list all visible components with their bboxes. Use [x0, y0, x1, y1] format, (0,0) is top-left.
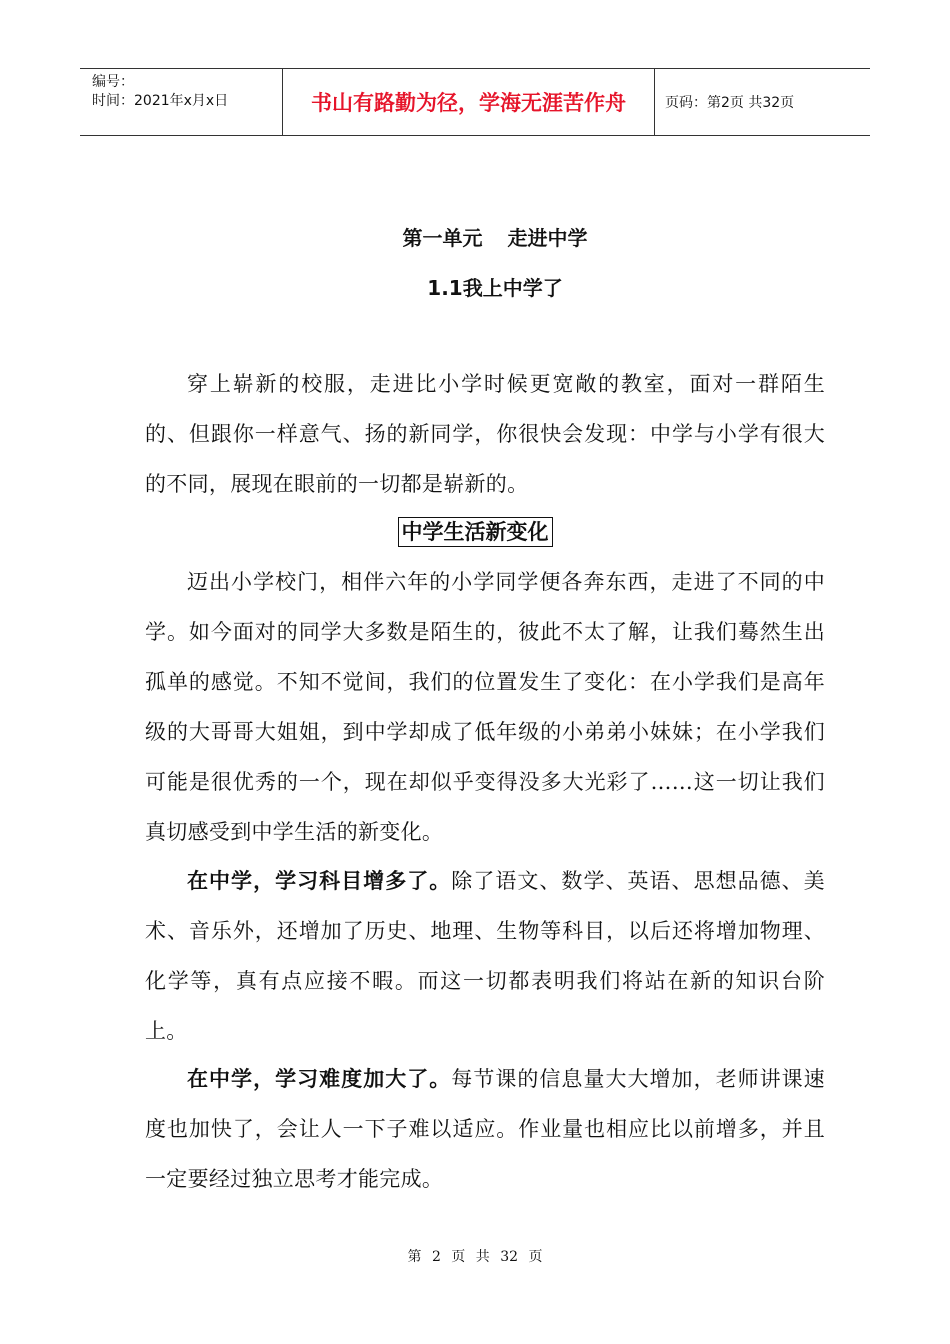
header-code-label: 编号： — [92, 74, 134, 90]
lesson-title: 1.1我上中学了 — [427, 276, 563, 300]
paragraph-subjects — [145, 856, 825, 1056]
header-motto: 书山有路勤为径，学海无涯苦作舟 — [282, 69, 655, 135]
header-meta — [80, 69, 282, 135]
section-heading-wrap — [0, 517, 950, 547]
section-heading: 中学生活新变化 — [398, 517, 553, 547]
paragraph-difficulty-lead: 在中学，学习难度加大了。 — [187, 1067, 452, 1091]
intro-paragraph: 穿上崭新的校服，走进比小学时候更宽敞的教室，面对一群陌生的、但跟你一样意气、扬的新同学，你很快会发现：中学与小学有很大的不同，展现在眼前的一切都是崭新的。 — [145, 372, 825, 496]
page-footer: 第 2 页 共 32 页 — [407, 1249, 543, 1265]
paragraph-difficulty — [145, 1054, 825, 1204]
header-date: 时间：2021年x月x日 — [92, 93, 229, 109]
unit-title: 第一单元 走进中学 — [402, 226, 588, 250]
paragraph-subjects-body: 除了语文、数学、英语、思想品德、美术、音乐外，还增加了历史、地理、生物等科目，以后还将增加物理、化学等，真有点应接不暇。而这一切都表明我们将站在新的知识台阶上。 — [145, 869, 825, 1043]
header-page-info: 页码：第2页 共32页 — [665, 95, 795, 111]
paragraph-subjects-lead: 在中学，学习科目增多了。 — [187, 869, 452, 893]
paragraph-difficulty-body: 每节课的信息量大大增加，老师讲课速度也加快了，会让人一下子难以适应。作业量也相应比以前增多，并且一定要经过独立思考才能完成。 — [145, 1067, 825, 1191]
paragraph-changes: 迈出小学校门，相伴六年的小学同学便各奔东西，走进了不同的中学。如今面对的同学大多数是陌生的，彼此不太了解，让我们蓦然生出孤单的感觉。不知不觉间，我们的位置发生了变化：在小学我们是高年级的大哥哥大姐姐，到中学却成了低年级的小弟弟小妹妹；在小学我们可能是很优秀的一个，现在却似乎变得没多大光彩了……这一切让我们真切感受到中学生活的新变化。 — [145, 570, 825, 844]
document-header — [80, 68, 870, 136]
